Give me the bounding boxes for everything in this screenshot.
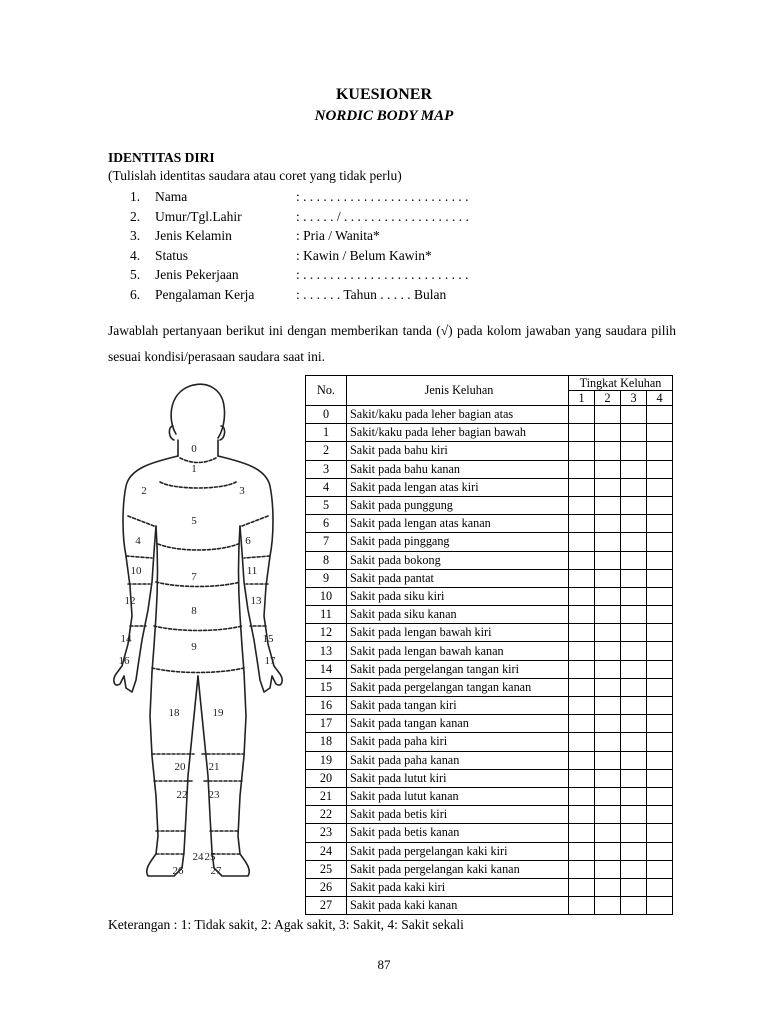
table-row: [306, 824, 673, 842]
identity-field: [108, 187, 528, 207]
region-label: 23: [208, 789, 220, 801]
complaint-label: Sakit pada betis kanan: [347, 824, 569, 842]
level-checkbox-cell[interactable]: [569, 678, 595, 696]
field-label: Jenis Pekerjaan: [155, 267, 239, 282]
level-checkbox-cell[interactable]: [621, 824, 647, 842]
identity-note: (Tulislah identitas saudara atau coret yang tidak perlu): [108, 168, 402, 183]
level-checkbox-cell[interactable]: [569, 606, 595, 624]
level-checkbox-cell[interactable]: [595, 897, 621, 915]
row-number: 24: [306, 842, 347, 860]
complaint-label: Sakit pada tangan kanan: [347, 715, 569, 733]
complaint-label: Sakit pada siku kiri: [347, 587, 569, 605]
level-checkbox-cell[interactable]: [647, 824, 673, 842]
level-checkbox-cell[interactable]: [569, 515, 595, 533]
complaint-label: Sakit pada lutut kanan: [347, 787, 569, 805]
level-checkbox-cell[interactable]: [569, 478, 595, 496]
complaint-label: Sakit/kaku pada leher bagian atas: [347, 406, 569, 424]
level-checkbox-cell[interactable]: [569, 642, 595, 660]
table-row: [306, 842, 673, 860]
level-checkbox-cell[interactable]: [621, 660, 647, 678]
table-row: [306, 660, 673, 678]
identity-heading: IDENTITAS DIRI: [108, 150, 215, 165]
complaint-label: Sakit pada pantat: [347, 569, 569, 587]
table-row: [306, 697, 673, 715]
level-checkbox-cell[interactable]: [647, 660, 673, 678]
level-checkbox-cell[interactable]: [621, 642, 647, 660]
complaint-label: Sakit pada pergelangan tangan kanan: [347, 678, 569, 696]
level-checkbox-cell[interactable]: [621, 787, 647, 805]
field-number: 1.: [130, 189, 141, 204]
region-label: 18: [168, 707, 180, 719]
region-label: 13: [250, 595, 262, 607]
region-label: 15: [262, 633, 274, 645]
level-checkbox-cell[interactable]: [569, 806, 595, 824]
level-checkbox-cell[interactable]: [595, 697, 621, 715]
row-number: 18: [306, 733, 347, 751]
field-number: 2.: [130, 208, 141, 224]
level-checkbox-cell[interactable]: [647, 806, 673, 824]
complaint-label: Sakit pada bahu kanan: [347, 460, 569, 478]
region-label: 2: [141, 485, 147, 497]
level-checkbox-cell[interactable]: [647, 860, 673, 878]
level-checkbox-cell[interactable]: [595, 587, 621, 605]
row-number: 23: [306, 824, 347, 842]
field-value[interactable]: : . . . . . . . . . . . . . . . . . . . . . . . . .: [296, 267, 469, 282]
level-checkbox-cell[interactable]: [621, 587, 647, 605]
row-number: 7: [306, 533, 347, 551]
row-number: 26: [306, 878, 347, 896]
level-checkbox-cell[interactable]: [595, 787, 621, 805]
table-row: [306, 533, 673, 551]
level-checkbox-cell[interactable]: [621, 406, 647, 424]
region-label: 1: [191, 463, 197, 475]
region-label: 27: [210, 865, 222, 877]
complaint-label: Sakit pada kaki kanan: [347, 897, 569, 915]
level-checkbox-cell[interactable]: [647, 642, 673, 660]
row-number: 8: [306, 551, 347, 569]
level-checkbox-cell[interactable]: [595, 533, 621, 551]
row-number: 9: [306, 569, 347, 587]
level-checkbox-cell[interactable]: [647, 697, 673, 715]
level-checkbox-cell[interactable]: [647, 587, 673, 605]
level-checkbox-cell[interactable]: [569, 569, 595, 587]
level-checkbox-cell[interactable]: [569, 769, 595, 787]
level-checkbox-cell[interactable]: [595, 624, 621, 642]
level-checkbox-cell[interactable]: [621, 533, 647, 551]
complaint-label: Sakit pada pergelangan tangan kiri: [347, 660, 569, 678]
level-checkbox-cell[interactable]: [647, 897, 673, 915]
field-label: Jenis Kelamin: [155, 228, 232, 243]
table-row: [306, 442, 673, 460]
level-checkbox-cell[interactable]: [595, 860, 621, 878]
level-checkbox-cell[interactable]: [621, 496, 647, 514]
table-row: [306, 860, 673, 878]
identity-field: [108, 207, 528, 227]
table-row: [306, 806, 673, 824]
level-checkbox-cell[interactable]: [647, 606, 673, 624]
page-number: 87: [377, 957, 391, 972]
table-row: [306, 478, 673, 496]
level-checkbox-cell[interactable]: [647, 569, 673, 587]
table-row: [306, 733, 673, 751]
complaint-label: Sakit pada pinggang: [347, 533, 569, 551]
page-title: KUESIONER: [335, 86, 433, 103]
region-label: 9: [191, 641, 197, 653]
table-row: [306, 424, 673, 442]
level-checkbox-cell[interactable]: [647, 787, 673, 805]
level-checkbox-cell[interactable]: [621, 460, 647, 478]
level-header: 3: [621, 391, 647, 406]
level-checkbox-cell[interactable]: [621, 897, 647, 915]
level-checkbox-cell[interactable]: [621, 860, 647, 878]
table-row: [306, 515, 673, 533]
level-checkbox-cell[interactable]: [647, 496, 673, 514]
region-label: 21: [208, 761, 220, 773]
table-row: [306, 715, 673, 733]
row-number: 2: [306, 442, 347, 460]
field-number: 4.: [130, 247, 141, 263]
level-checkbox-cell[interactable]: [621, 678, 647, 696]
row-number: 15: [306, 678, 347, 696]
level-checkbox-cell[interactable]: [647, 878, 673, 896]
level-checkbox-cell[interactable]: [569, 442, 595, 460]
region-label: 19: [212, 707, 224, 719]
table-row: [306, 678, 673, 696]
column-header-tingkat: Tingkat Keluhan: [569, 376, 673, 391]
identity-field: [108, 226, 528, 246]
region-label: 6: [245, 535, 251, 547]
row-number: 22: [306, 806, 347, 824]
table-row: [306, 587, 673, 605]
level-checkbox-cell[interactable]: [569, 733, 595, 751]
level-checkbox-cell[interactable]: [621, 569, 647, 587]
level-checkbox-cell[interactable]: [647, 715, 673, 733]
region-label: 5: [191, 515, 197, 527]
field-label: Umur/Tgl.Lahir: [155, 208, 242, 224]
complaint-label: Sakit pada lutut kiri: [347, 769, 569, 787]
table-row: [306, 606, 673, 624]
level-checkbox-cell[interactable]: [647, 533, 673, 551]
region-label: 22: [176, 789, 188, 801]
table-row: [306, 769, 673, 787]
region-label: 12: [124, 595, 136, 607]
complaint-label: Sakit pada bahu kiri: [347, 442, 569, 460]
complaint-label: Sakit/kaku pada leher bagian bawah: [347, 424, 569, 442]
level-checkbox-cell[interactable]: [595, 515, 621, 533]
complaint-label: Sakit pada kaki kiri: [347, 878, 569, 896]
level-checkbox-cell[interactable]: [569, 587, 595, 605]
level-checkbox-cell[interactable]: [647, 424, 673, 442]
level-checkbox-cell[interactable]: [569, 715, 595, 733]
level-checkbox-cell[interactable]: [595, 460, 621, 478]
level-checkbox-cell[interactable]: [595, 751, 621, 769]
region-label: 17: [264, 655, 276, 667]
complaint-label: Sakit pada tangan kiri: [347, 697, 569, 715]
level-checkbox-cell[interactable]: [621, 733, 647, 751]
region-label: 0: [191, 443, 197, 455]
level-checkbox-cell[interactable]: [647, 551, 673, 569]
level-checkbox-cell[interactable]: [595, 769, 621, 787]
table-row: [306, 569, 673, 587]
level-checkbox-cell[interactable]: [595, 642, 621, 660]
level-checkbox-cell[interactable]: [569, 551, 595, 569]
level-header: 1: [569, 391, 595, 406]
level-checkbox-cell[interactable]: [621, 442, 647, 460]
level-checkbox-cell[interactable]: [569, 878, 595, 896]
row-number: 27: [306, 897, 347, 915]
identity-field: [108, 265, 528, 285]
level-checkbox-cell[interactable]: [647, 460, 673, 478]
field-label: Pengalaman Kerja: [155, 286, 255, 302]
level-checkbox-cell[interactable]: [595, 715, 621, 733]
level-checkbox-cell[interactable]: [569, 842, 595, 860]
complaint-label: Sakit pada lengan bawah kanan: [347, 642, 569, 660]
field-value[interactable]: : . . . . . . . . . . . . . . . . . . . . . . . . .: [296, 189, 469, 204]
complaint-label: Sakit pada punggung: [347, 496, 569, 514]
table-row: [306, 496, 673, 514]
level-header: 2: [595, 391, 621, 406]
level-checkbox-cell[interactable]: [569, 787, 595, 805]
level-checkbox-cell[interactable]: [569, 897, 595, 915]
field-number: 5.: [130, 267, 141, 282]
level-checkbox-cell[interactable]: [647, 624, 673, 642]
column-header-keluhan: Jenis Keluhan: [347, 376, 569, 406]
identity-field-list: [108, 187, 528, 304]
complaint-label: Sakit pada bokong: [347, 551, 569, 569]
level-checkbox-cell[interactable]: [595, 733, 621, 751]
level-checkbox-cell[interactable]: [647, 515, 673, 533]
body-map-figure: [108, 376, 304, 896]
region-label: 4: [135, 535, 141, 547]
level-checkbox-cell[interactable]: [595, 551, 621, 569]
row-number: 25: [306, 860, 347, 878]
level-checkbox-cell[interactable]: [595, 806, 621, 824]
table-row: [306, 751, 673, 769]
row-number: 0: [306, 406, 347, 424]
level-checkbox-cell[interactable]: [595, 569, 621, 587]
level-checkbox-cell[interactable]: [569, 406, 595, 424]
level-checkbox-cell[interactable]: [569, 697, 595, 715]
row-number: 6: [306, 515, 347, 533]
complaint-label: Sakit pada siku kanan: [347, 606, 569, 624]
column-header-no: No.: [306, 376, 347, 406]
row-number: 17: [306, 715, 347, 733]
region-label: 11: [246, 565, 258, 577]
level-checkbox-cell[interactable]: [569, 460, 595, 478]
level-checkbox-cell[interactable]: [621, 478, 647, 496]
field-label: Nama: [155, 189, 188, 204]
region-label: 8: [191, 605, 197, 617]
level-checkbox-cell[interactable]: [569, 860, 595, 878]
table-row: [306, 787, 673, 805]
table-row: [306, 897, 673, 915]
row-number: 16: [306, 697, 347, 715]
region-label: 7: [191, 571, 197, 583]
level-checkbox-cell[interactable]: [647, 733, 673, 751]
level-checkbox-cell[interactable]: [621, 769, 647, 787]
table-row: [306, 406, 673, 424]
complaint-label: Sakit pada lengan bawah kiri: [347, 624, 569, 642]
complaint-label: Sakit pada pergelangan kaki kanan: [347, 860, 569, 878]
row-number: 21: [306, 787, 347, 805]
row-number: 20: [306, 769, 347, 787]
field-value[interactable]: : . . . . . / . . . . . . . . . . . . . . . . . . .: [296, 208, 469, 224]
complaint-label: Sakit pada lengan atas kiri: [347, 478, 569, 496]
level-checkbox-cell[interactable]: [569, 496, 595, 514]
instruction-paragraph: Jawablah pertanyaan berikut ini dengan memberikan tanda (√) pada kolom jawaban yang saudara pilih sesuai kondisi/perasaan saudara saat ini.: [108, 323, 676, 364]
level-checkbox-cell[interactable]: [647, 751, 673, 769]
region-label: 20: [174, 761, 186, 773]
level-checkbox-cell[interactable]: [595, 496, 621, 514]
level-checkbox-cell[interactable]: [621, 606, 647, 624]
level-checkbox-cell[interactable]: [595, 842, 621, 860]
level-checkbox-cell[interactable]: [569, 424, 595, 442]
identity-field: [108, 246, 528, 266]
page-subtitle: NORDIC BODY MAP: [314, 108, 454, 124]
row-number: 3: [306, 460, 347, 478]
level-checkbox-cell[interactable]: [569, 660, 595, 678]
level-checkbox-cell[interactable]: [595, 478, 621, 496]
row-number: 14: [306, 660, 347, 678]
level-checkbox-cell[interactable]: [569, 624, 595, 642]
level-checkbox-cell[interactable]: [621, 715, 647, 733]
table-row: [306, 551, 673, 569]
field-number: 6.: [130, 286, 141, 302]
row-number: 1: [306, 424, 347, 442]
level-checkbox-cell[interactable]: [621, 515, 647, 533]
field-label: Status: [155, 247, 189, 263]
region-label: 14: [120, 633, 132, 645]
row-number: 13: [306, 642, 347, 660]
field-value[interactable]: : Kawin / Belum Kawin*: [296, 247, 432, 263]
level-checkbox-cell[interactable]: [595, 878, 621, 896]
table-header-row: [306, 376, 673, 391]
level-checkbox-cell[interactable]: [595, 406, 621, 424]
level-checkbox-cell[interactable]: [621, 697, 647, 715]
region-label: 16: [118, 655, 130, 667]
level-checkbox-cell[interactable]: [569, 533, 595, 551]
field-number: 3.: [130, 228, 141, 243]
row-number: 11: [306, 606, 347, 624]
row-number: 12: [306, 624, 347, 642]
level-checkbox-cell[interactable]: [595, 824, 621, 842]
level-checkbox-cell[interactable]: [621, 806, 647, 824]
table-row: [306, 624, 673, 642]
complaint-label: Sakit pada paha kanan: [347, 751, 569, 769]
level-header: 4: [647, 391, 673, 406]
region-label: 26: [172, 865, 184, 877]
level-checkbox-cell[interactable]: [647, 842, 673, 860]
table-row: [306, 878, 673, 896]
complaint-label: Sakit pada lengan atas kanan: [347, 515, 569, 533]
legend-note: Keterangan : 1: Tidak sakit, 2: Agak sakit, 3: Sakit, 4: Sakit sekali: [108, 917, 464, 932]
level-checkbox-cell[interactable]: [621, 624, 647, 642]
level-checkbox-cell[interactable]: [647, 442, 673, 460]
level-checkbox-cell[interactable]: [621, 842, 647, 860]
region-label: 10: [130, 565, 142, 577]
level-checkbox-cell[interactable]: [569, 751, 595, 769]
level-checkbox-cell[interactable]: [621, 551, 647, 569]
level-checkbox-cell[interactable]: [595, 660, 621, 678]
field-value[interactable]: : . . . . . . Tahun . . . . . Bulan: [296, 286, 447, 302]
row-number: 4: [306, 478, 347, 496]
complaint-label: Sakit pada betis kiri: [347, 806, 569, 824]
level-checkbox-cell[interactable]: [595, 442, 621, 460]
region-label: 3: [239, 485, 245, 497]
table-row: [306, 642, 673, 660]
region-label: 25: [204, 851, 216, 863]
table-row: [306, 460, 673, 478]
complaint-label: Sakit pada pergelangan kaki kiri: [347, 842, 569, 860]
row-number: 19: [306, 751, 347, 769]
level-checkbox-cell[interactable]: [595, 606, 621, 624]
level-checkbox-cell[interactable]: [621, 878, 647, 896]
row-number: 10: [306, 587, 347, 605]
complaint-label: Sakit pada paha kiri: [347, 733, 569, 751]
level-checkbox-cell[interactable]: [569, 824, 595, 842]
level-checkbox-cell[interactable]: [595, 424, 621, 442]
level-checkbox-cell[interactable]: [647, 678, 673, 696]
identity-field: [108, 285, 528, 305]
region-label: 24: [192, 851, 204, 863]
level-checkbox-cell[interactable]: [621, 751, 647, 769]
level-checkbox-cell[interactable]: [647, 478, 673, 496]
complaint-table: [305, 375, 673, 915]
level-checkbox-cell[interactable]: [595, 678, 621, 696]
level-checkbox-cell[interactable]: [621, 424, 647, 442]
level-checkbox-cell[interactable]: [647, 406, 673, 424]
row-number: 5: [306, 496, 347, 514]
level-checkbox-cell[interactable]: [647, 769, 673, 787]
field-value[interactable]: : Pria / Wanita*: [296, 228, 380, 243]
